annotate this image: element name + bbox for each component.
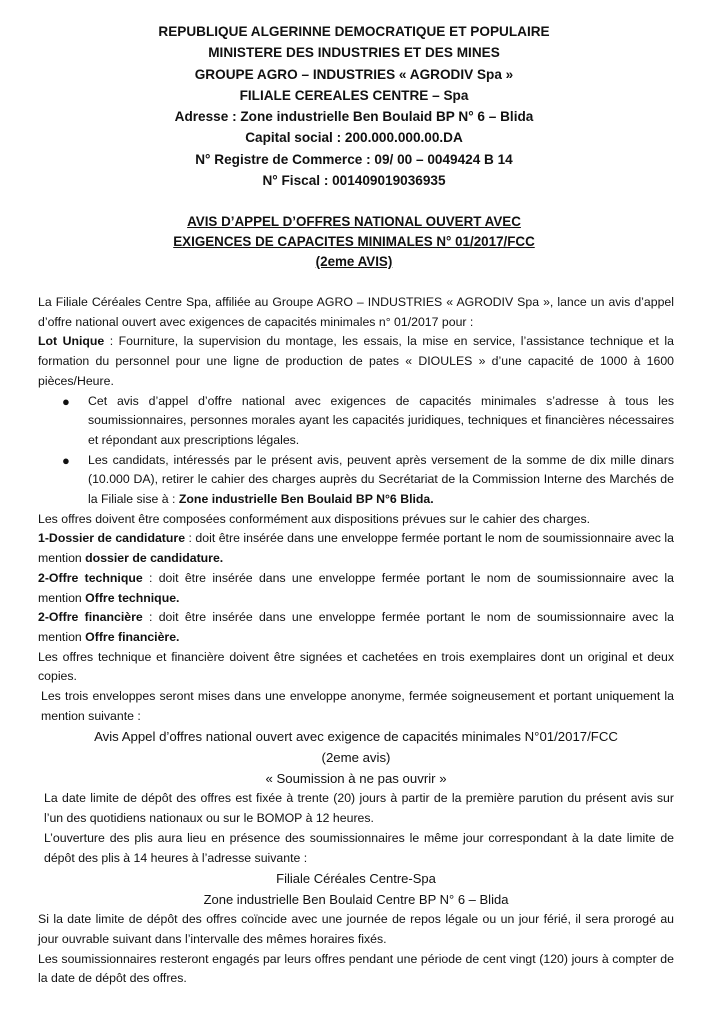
item-label: 2-Offre technique xyxy=(38,570,143,585)
title-line: AVIS D’APPEL D’OFFRES NATIONAL OUVERT AVEC xyxy=(187,214,521,229)
item-text: : doit être insérée dans une enveloppe fermée portant le nom de soumissionnaire avec la mention xyxy=(38,610,674,644)
bullet-list xyxy=(38,392,674,510)
validity-paragraph: Les soumissionnaires resteront engagés par leurs offres pendant une période de cent vingt (120) jours à compter de la date de dépôt des offres. xyxy=(38,951,674,986)
item-text: : doit être insérée dans une enveloppe fermée portant le nom de soumissionnaire avec la mention xyxy=(38,531,674,566)
holiday-paragraph: Si la date limite de dépôt des offres coïncide avec une journée de repos légale ou un jour férié, il sera prorogé au jour ouvrable suivant dans l’intervalle des mêmes horaires fixés. xyxy=(38,912,674,946)
item-label: 1-Dossier de candidature xyxy=(38,531,186,546)
notice-title xyxy=(0,212,708,272)
bullet-text: Les candidats, intéressés par le présent avis, peuvent après versement de la somme de dix mille dinars (10.000 DA), retirer le cahier des charges auprès du Secrétariat de la Commission Interne des Marchés de la Filiale sise à : xyxy=(88,452,674,507)
bullet-icon: ● xyxy=(62,452,70,468)
item-financial xyxy=(38,608,674,647)
opening-paragraph: L’ouverture des plis aura lieu en présence des soumissionnaires le même jour correspondant à la date limite de dépôt des plis à 14 heures à l’adresse suivante : xyxy=(44,830,674,865)
lot-paragraph xyxy=(38,332,674,391)
lot-label: Lot Unique xyxy=(38,334,105,349)
item-mention: Offre technique. xyxy=(85,590,180,605)
lot-text: : Fourniture, la supervision du montage, les essais, la mise en service, l’assistance technique et la formation du personnel pour une ligne de production de pates « DIOULES » d’une capacité de 1000 à 1600 pièces/Heure. xyxy=(38,334,674,388)
header-line: Capital social : 200.000.000.00.DA xyxy=(245,130,463,146)
mention-line: Avis Appel d’offres national ouvert avec exigence de capacités minimales N°01/2017/FCC xyxy=(94,729,618,745)
deadline-paragraph: La date limite de dépôt des offres est fixée à trente (20) jours à partir de la première parution du présent avis sur l’un des quotidiens nationaux ou sur le BOMOP à 12 heures. xyxy=(44,791,674,826)
header-line: MINISTERE DES INDUSTRIES ET DES MINES xyxy=(208,45,500,61)
list-item xyxy=(38,451,674,510)
intro-paragraph: La Filiale Céréales Centre Spa, affiliée au Groupe AGRO – INDUSTRIES « AGRODIV Spa », lance un avis d’appel d’offre national ouvert avec exigences de capacités minimales n° 01/2017 pour : xyxy=(38,295,674,329)
item-label: 2-Offre financière xyxy=(38,610,143,625)
bullet-address: Zone industrielle Ben Boulaid BP N°6 Blida. xyxy=(178,492,434,507)
mention-line: (2eme avis) xyxy=(321,750,391,766)
address-line: Filiale Céréales Centre-Spa xyxy=(276,871,436,887)
header-line: GROUPE AGRO – INDUSTRIES « AGRODIV Spa » xyxy=(194,66,514,82)
item-candidature xyxy=(38,529,674,568)
title-line: EXIGENCES DE CAPACITES MINIMALES N° 01/2017/FCC xyxy=(173,234,535,249)
header-line: N° Fiscal : 001409019036935 xyxy=(262,173,446,189)
header-line: N° Registre de Commerce : 09/ 00 – 0049424 B 14 xyxy=(195,151,513,167)
header-line: REPUBLIQUE ALGERINNE DEMOCRATIQUE ET POPULAIRE xyxy=(158,24,550,39)
title-line: (2eme AVIS) xyxy=(315,254,393,269)
list-item xyxy=(38,392,674,451)
offers-intro: Les offres doivent être composées conformément aux dispositions prévues sur le cahier des charges. xyxy=(38,511,591,526)
signed-paragraph: Les offres technique et financière doivent être signées et cachetées en trois exemplaires dont un original et deux copies. xyxy=(38,649,674,684)
item-technical xyxy=(38,569,674,608)
envelopes-paragraph: Les trois enveloppes seront mises dans une enveloppe anonyme, fermée soigneusement et portant uniquement la mention suivante : xyxy=(41,689,674,723)
item-mention: Offre financière. xyxy=(85,629,180,644)
item-mention: dossier de candidature. xyxy=(85,551,224,566)
header-line: Adresse : Zone industrielle Ben Boulaid BP N° 6 – Blida xyxy=(174,109,534,125)
notice-body xyxy=(38,293,674,989)
item-text: : doit être insérée dans une enveloppe fermée portant le nom de soumissionnaire avec la mention xyxy=(38,570,674,605)
letterhead xyxy=(0,21,708,191)
address-line: Zone industrielle Ben Boulaid Centre BP N° 6 – Blida xyxy=(203,892,509,908)
bullet-icon: ● xyxy=(62,393,70,409)
header-line: FILIALE CEREALES CENTRE – Spa xyxy=(239,87,469,103)
mention-line: « Soumission à ne pas ouvrir » xyxy=(265,771,447,787)
bullet-text: Cet avis d’appel d’offre national avec exigences de capacités minimales s’adresse à tous les soumissionnaires, personnes morales ayant les capacités juridiques, techniques et financières nécessaires et répondant aux prescriptions légales. xyxy=(88,393,674,447)
